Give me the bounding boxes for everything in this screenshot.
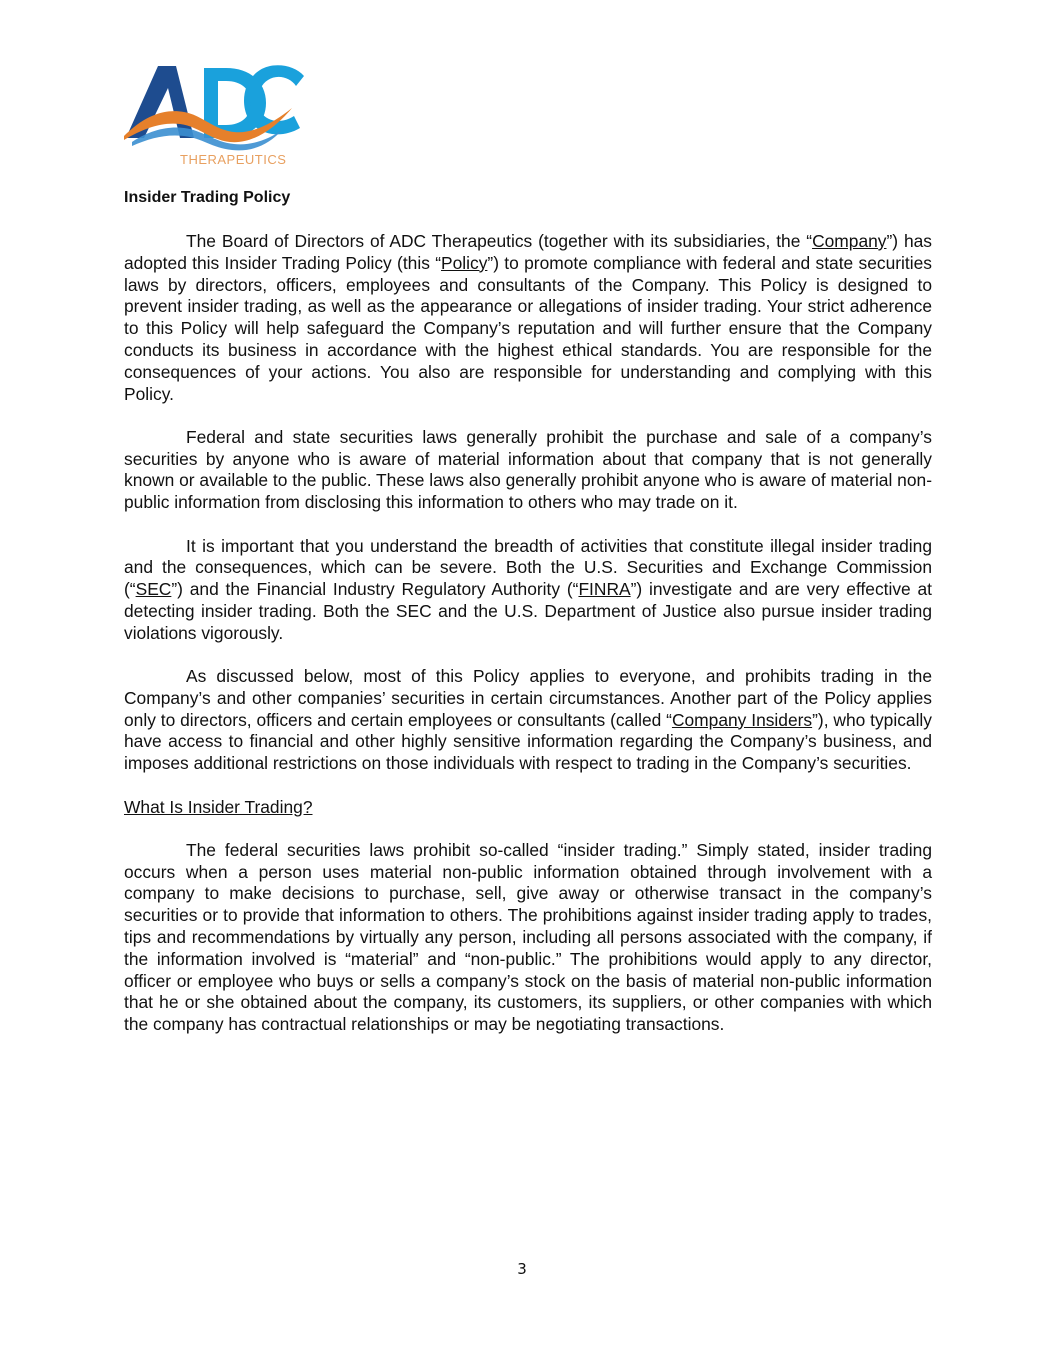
paragraph-text: The Board of Directors of ADC Therapeutics (together with its subsidiaries, the “ (186, 231, 813, 251)
paragraph-definition: The federal securities laws prohibit so-called “insider trading.” Simply stated, insider trading occurs when a person uses material non-public information obtained through involvement with a company to make decisions to purchase, sell, give away or otherwise transact in the company’s securities or to provide that information to others. The prohibitions against insider trading apply to trades, tips and recommendations by virtually any person, including all persons associated with the company, if the information involved is “material” and “non-public.” The prohibitions would apply to any director, officer or employee who buys or sells a company’s stock on the basis of material non-public information that he or she obtained about the company, its customers, its suppliers, or other companies with which the company has contractual relationships or may be negotiating transactions. (124, 839, 932, 1035)
defined-term: Policy (441, 252, 488, 273)
logo-subtitle: THERAPEUTICS (180, 152, 287, 167)
defined-term: FINRA (578, 579, 631, 600)
paragraph-scope (124, 666, 932, 775)
paragraph-text: ”), who typically have access to financial and other highly sensitive information regarding the Company’s business, and imposes additional restrictions on those individuals with respect to trading in the Company’s securities. (124, 709, 932, 774)
paragraph-text: It is important that you understand the breadth of activities that constitute illegal insider trading and the consequences, which can be severe. Both the U.S. Securities and Exchange Commission (“ (124, 535, 932, 600)
paragraph-text: ”) investigate and are very effective at detecting insider trading. Both the SEC and the U.S. Department of Justice also pursue insider trading violations vigorously. (124, 579, 933, 643)
section-heading: What Is Insider Trading? (124, 796, 313, 817)
paragraph-text: ”) and the Financial Industry Regulatory Authority (“ (171, 579, 579, 600)
paragraph-text: ”) to promote compliance with federal and state securities laws by directors, officers, employees and consultants of the Company. This Policy is designed to prevent insider trading, as well as the appearance or allegations of insider trading. Your strict adherence to this Policy will help safeguard the Company’s reputation and will further ensure that the Company conducts its business in accordance with the highest ethical standards. You are responsible for the consequences of your actions. You also are responsible for understanding and complying with this Policy. (124, 252, 932, 404)
defined-term: Company Insiders (671, 709, 813, 730)
paragraph-text: As discussed below, most of this Policy applies to everyone, and prohibits trading in the Company’s and other companies’ securities in certain circumstances. Another part of the Policy applies only to directors, officers and certain employees or consultants (called “ (124, 666, 932, 730)
defined-term: SEC (135, 579, 172, 600)
paragraph-text: ”) has adopted this Insider Trading Policy (this “ (124, 231, 933, 273)
company-logo (122, 58, 312, 170)
defined-term: Company (812, 231, 887, 251)
page-number: 3 (517, 1260, 527, 1278)
document-title: Insider Trading Policy (124, 189, 291, 206)
paragraph-enforcement (124, 536, 932, 645)
paragraph-intro (124, 231, 932, 405)
paragraph-text: Federal and state securities laws generally prohibit the purchase and sale of a company’s securities by anyone who is aware of material information about that company that is not generally known or available to the public. These laws also generally prohibit anyone who is aware of material non-public information from disclosing this information to others who may trade on it. (124, 426, 932, 513)
paragraph-securities-laws (124, 427, 932, 514)
document-body (124, 231, 932, 1058)
